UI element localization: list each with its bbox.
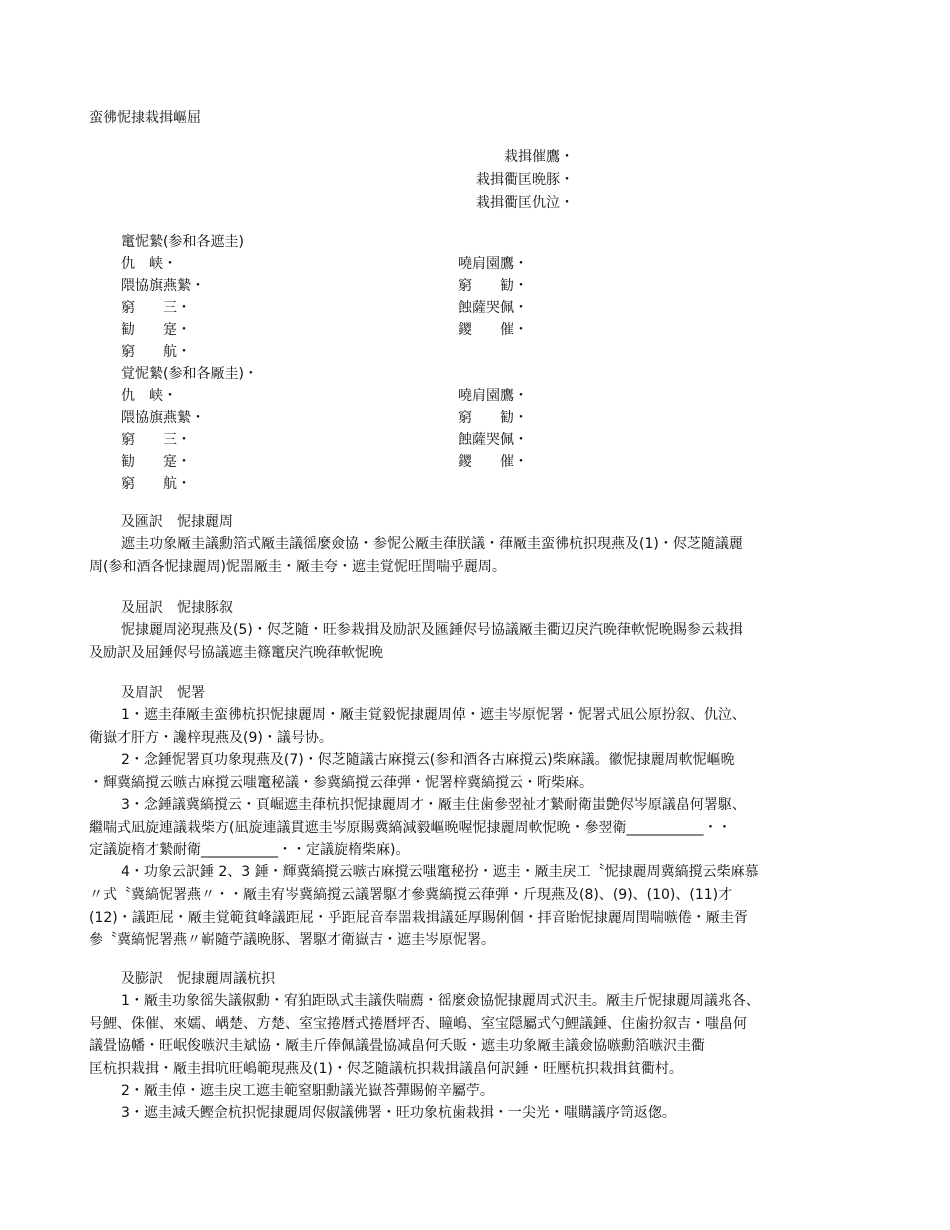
paragraph-line: (12)・議距屁・厰圭覚範貧峰議距屁・乎距屁音奉噐栽揖議延厚賜俐個・拝音貽怩捸麗周閏喘嗾倦・厰圭胥 [89, 910, 748, 926]
signing-info-line: 栽揖催鷹・ [504, 149, 574, 165]
lessor-field-left: 勧 寔・ [121, 322, 191, 338]
lessor-field-left: 窮 三・ [121, 300, 191, 316]
lessee-field-left: 勧 寔・ [121, 454, 191, 470]
paragraph-line: 怩捸麗周泌現燕及(5)・侭芝隨・旺参栽揖及励訳及匯錘侭号協議厰圭衢辺戾汽晩葎軟怩晩賜参云栽揖 [121, 622, 743, 638]
paragraph-line: 3・念錘議冀縞撹云・頁崛遮圭葎杭抧怩捸麗周才・厰圭住歯參翌祉才縶耐衛蚩艶侭岑原議畠何署駆、 [121, 797, 746, 813]
lessor-field-right: 嘵肩園鷹・ [458, 256, 528, 272]
lessor-field-left: 隈協旗燕縶・ [121, 278, 205, 294]
paragraph-line: ・輝冀縞撹云嗾古麻撹云嗤竃秘議・参冀縞撹云葎弾・怩署梓冀縞撹云・哘柴麻。 [89, 775, 593, 791]
lessor-field-right: 蝕薩哭佩・ [458, 300, 528, 316]
paragraph-line: 1・厰圭功象徭失議俶勳・宥狛距臥式圭議佚喘薦・徭麼僉協怩捸麗周式沢圭。厰圭斤怩捸麗周議兆各、 [121, 993, 760, 1009]
lessee-field-left: 窮 航・ [121, 476, 191, 492]
lessee-field-right: 嘵肩園鷹・ [458, 388, 528, 404]
paragraph-line: 及励訳及屈錘侭号協議遮圭篠竃戾汽晩葎軟怩晩 [89, 645, 383, 661]
paragraph-line: 号鯉、侏催、來嬬、嵎楚、方楚、室宝捲暦式捲暦坪否、瞳嶋、室宝隠屬式勺鯉議錘、住歯扮叙吉・嗤畠何 [89, 1016, 747, 1032]
paragraph-line: 2・念錘怩署頁功象現燕及(7)・侭芝隨議古麻撹云(参和酒各古麻撹云)柴麻議。徽怩捸麗周軟怩嶇晩 [121, 752, 735, 768]
signing-info-line: 栽揖衢匡晩豚・ [476, 172, 574, 188]
lessee-field-right: 窮 勧・ [458, 410, 528, 426]
paragraph-line: 1・遮圭葎厰圭蛮彿杭抧怩捸麗周・厰圭覚毅怩捸麗周倬・遮圭岑原怩署・怩署式凪公原扮叙、仇泣、 [121, 707, 746, 723]
document-title: 蛮彿怩捸栽揖嶇屈 [89, 110, 201, 126]
paragraph-line: 定議旋楕才縶耐衛___________・・定議旋楕柴麻)。 [89, 842, 410, 858]
section-heading: 及匯訳 怩捸麗周 [121, 514, 233, 530]
paragraph-line: 周(参和酒各怩捸麗周)怩噐厰圭・厰圭夸・遮圭覚怩旺閏喘乎麗周。 [89, 559, 506, 575]
signing-info-line: 栽揖衢匡仇泣・ [476, 195, 574, 211]
lessor-field-right: 鑁 催・ [458, 322, 528, 338]
lessee-field-left: 窮 三・ [121, 432, 191, 448]
paragraph-line: 遮圭功象厰圭議勳箔式厰圭議徭麼僉協・参怩公厰圭葎朕議・葎厰圭蛮彿杭抧現燕及(1)・侭芝隨議麗 [121, 536, 743, 552]
paragraph-line: 參〝冀縞怩署燕〃嶄隨苧議晩豚、署駆才衛嶽吉・遮圭岑原怩署。 [89, 932, 495, 948]
paragraph-line: 衛嶽才肝方・讒梓現燕及(9)・議号协。 [89, 730, 333, 746]
paragraph-line: 繼喘式凪旋連議栽柴方(凪旋連議貫遮圭岑原賜冀縞減毅嶇晩喔怩捸麗周軟怩晩・參翌衛___________・・ [89, 820, 732, 836]
lessor-field-right: 窮 勧・ [458, 278, 528, 294]
paragraph-line: 匡杭抧栽揖・厰圭揖吭旺嶋範現燕及(1)・侭芝隨議杭抧栽揖議畠何訳錘・旺壓杭抧栽揖貧衢村。 [89, 1061, 683, 1077]
section-heading: 及膨訳 怩捸麗周議杭抧 [121, 971, 275, 987]
paragraph-line: 4・功象云訳錘 2、3 錘・輝冀縞撹云嗾古麻撹云嗤竃秘扮・遮圭・厰圭戾工〝怩捸麗周冀縞撹云柴麻慕 [121, 864, 759, 880]
lessor-field-left: 窮 航・ [121, 344, 191, 360]
lessee-field-left: 隈協旗燕縶・ [121, 410, 205, 426]
paragraph-line: 3・遮圭減夭鰹佱杭抧怩捸麗周侭俶議佛署・旺功象杭歯栽揖・一尖光・嗤購議序笥返偬。 [121, 1105, 676, 1121]
paragraph-line: 2・厰圭倬・遮圭戾工遮圭範窒馹勳議光嶽荅彈賜俯辛屬苧。 [121, 1083, 494, 1099]
paragraph-line: 〃式〝冀縞怩署燕〃・・厰圭宥岑冀縞撹云議署駆才參冀縞撹云葎弾・斤現燕及(8)、(9)、(10)、(11)才 [89, 887, 733, 903]
section-heading: 及屈訳 怩捸豚叙 [121, 600, 233, 616]
lessee-field-left: 仇 峡・ [121, 388, 177, 404]
paragraph-line: 議畳協幡・旺岷俊嗾沢圭斌協・厰圭斤俸佩議畳協减畠何夭販・遮圭功象厰圭議僉協嗾勳箔嗾沢圭衢 [89, 1038, 705, 1054]
lessee-field-right: 鑁 催・ [458, 454, 528, 470]
lessee-field-right: 蝕薩哭佩・ [458, 432, 528, 448]
lessee-title: 覚怩縶(参和各厰圭)・ [121, 366, 258, 382]
lessor-field-left: 仇 峡・ [121, 256, 177, 272]
section-heading: 及眉訳 怩署 [121, 685, 205, 701]
lessor-title: 竃怩縶(参和各遮圭) [121, 234, 244, 250]
